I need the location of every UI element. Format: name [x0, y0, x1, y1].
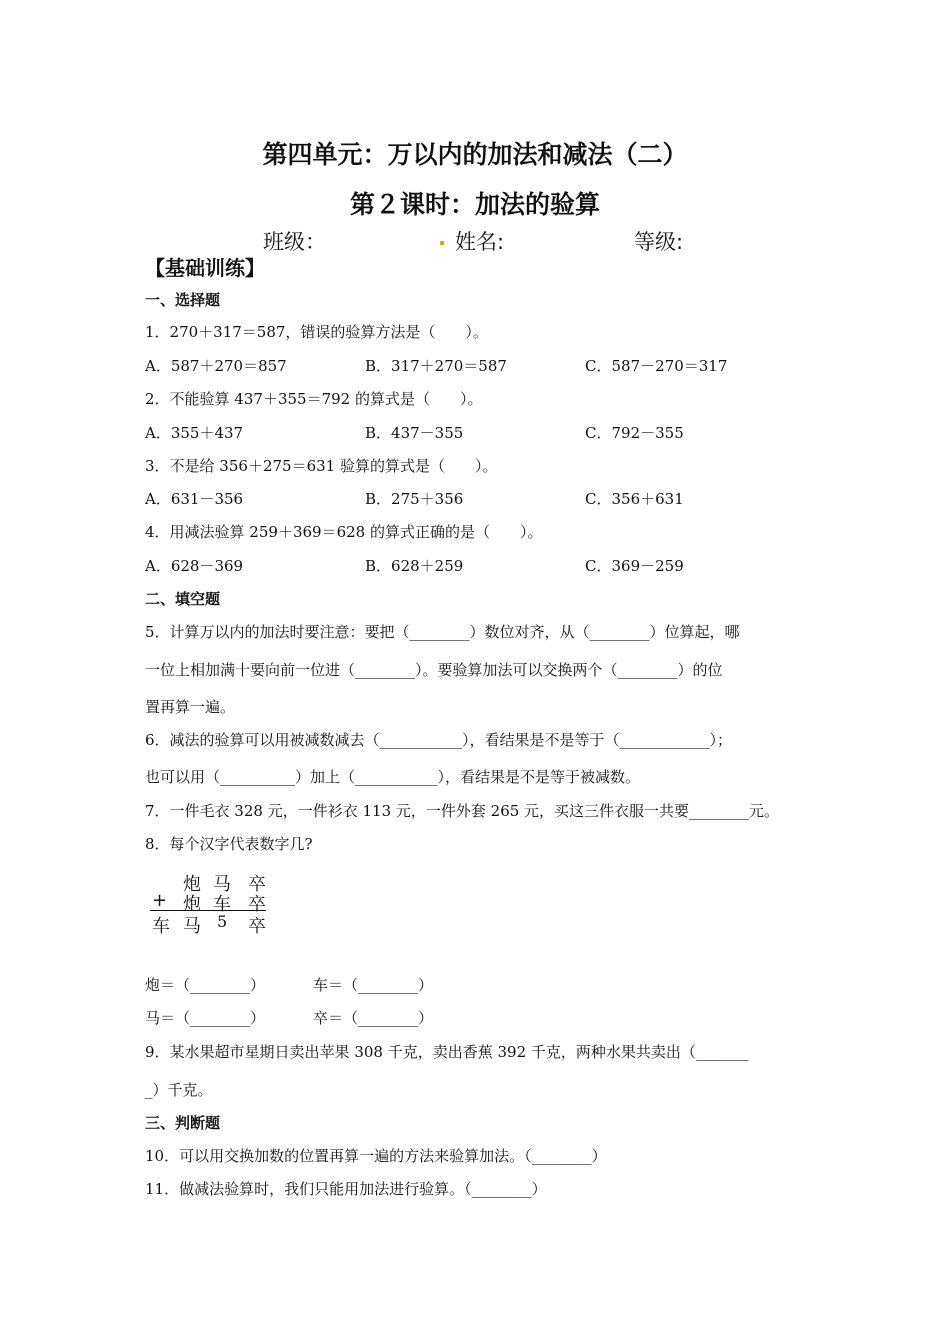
q5-line2: 一位上相加满十要向前一位进（________）。要验算加法可以交换两个（________）的位 — [145, 661, 723, 679]
puzzle-row1-ma: 马 — [213, 874, 231, 895]
q3-stem: 3．不是给 356＋275＝631 验算的算式是（ ）。 — [145, 457, 498, 475]
q8-stem: 8．每个汉字代表数字几? — [145, 835, 313, 853]
q1-option-a: A．587＋270＝857 — [145, 357, 287, 375]
puzzle-row2-che: 车 — [213, 894, 231, 915]
q2-option-b: B．437－355 — [365, 424, 464, 442]
q8-answer-che: 车＝（________） — [313, 976, 434, 994]
q1-option-b: B．317＋270＝587 — [365, 357, 507, 375]
q11-text: 11．做减法验算时，我们只能用加法进行验算。（________） — [145, 1180, 547, 1198]
puzzle-row1-zu: 卒 — [248, 874, 266, 895]
basic-training-banner: 【基础训练】 — [145, 256, 265, 280]
q1-option-c: C．587－270＝317 — [585, 357, 728, 375]
q9-line2: _）千克。 — [145, 1081, 213, 1099]
q8-answer-zu: 卒＝（________） — [313, 1009, 434, 1027]
q8-answer-pao: 炮＝（________） — [145, 976, 266, 994]
q3-option-c: C．356＋631 — [585, 490, 684, 508]
q2-stem: 2．不能验算 437＋355＝792 的算式是（ ）。 — [145, 390, 483, 408]
puzzle-row3-five: 5 — [217, 912, 228, 931]
q2-option-a: A．355＋437 — [145, 424, 244, 442]
q4-option-b: B．628＋259 — [365, 557, 464, 575]
q7-text: 7．一件毛衣 328 元，一件衫衣 113 元，一件外套 265 元，买这三件衣服一共要________元。 — [145, 802, 780, 820]
puzzle-row3-ma: 马 — [183, 916, 201, 937]
lesson-subtitle: 第２课时：加法的验算 — [349, 190, 600, 219]
section-choice: 一、选择题 — [145, 291, 221, 309]
puzzle-row2-pao: 炮 — [183, 894, 201, 915]
q3-option-b: B．275＋356 — [365, 490, 464, 508]
q4-stem: 4．用减法验算 259＋369＝628 的算式正确的是（ ）。 — [145, 523, 543, 541]
q5-line1: 5．计算万以内的加法时要注意：要把（________）数位对齐，从（________）位算起，哪 — [145, 623, 740, 641]
name-label: 姓名: — [455, 230, 505, 254]
q2-option-c: C．792－355 — [585, 424, 684, 442]
grade-label: 等级: — [634, 230, 684, 254]
q3-option-a: A．631－356 — [145, 490, 244, 508]
puzzle-row1-pao: 炮 — [183, 874, 201, 895]
puzzle-row3-che: 车 — [152, 916, 170, 937]
dot-mark: . — [438, 226, 446, 250]
q4-option-c: C．369－259 — [585, 557, 684, 575]
q6-line1: 6．减法的验算可以用被减数减去（___________），看结果是不是等于（____________）； — [145, 731, 733, 749]
puzzle-sum-line — [150, 910, 266, 911]
puzzle-plus-sign: + — [152, 890, 168, 911]
page-title: 第四单元：万以内的加法和减法（二） — [262, 140, 688, 169]
section-judge: 三、判断题 — [145, 1114, 221, 1132]
section-fill: 二、填空题 — [145, 590, 221, 608]
puzzle-row2-zu: 卒 — [248, 894, 266, 915]
q1-stem: 1．270＋317＝587，错误的验算方法是（ ）。 — [145, 323, 488, 341]
q10-text: 10．可以用交换加数的位置再算一遍的方法来验算加法。（________） — [145, 1147, 607, 1165]
q9-line1: 9．某水果超市星期日卖出苹果 308 千克，卖出香蕉 392 千克，两种水果共卖出（_______ — [145, 1043, 749, 1061]
q8-answer-ma: 马＝（________） — [145, 1009, 266, 1027]
q4-option-a: A．628－369 — [145, 557, 244, 575]
q6-line2: 也可以用（__________）加上（___________），看结果是不是等于被减数。 — [145, 768, 641, 786]
puzzle-row3-zu: 卒 — [248, 916, 266, 937]
class-label: 班级： — [263, 230, 326, 254]
q5-line3: 置再算一遍。 — [145, 698, 236, 716]
